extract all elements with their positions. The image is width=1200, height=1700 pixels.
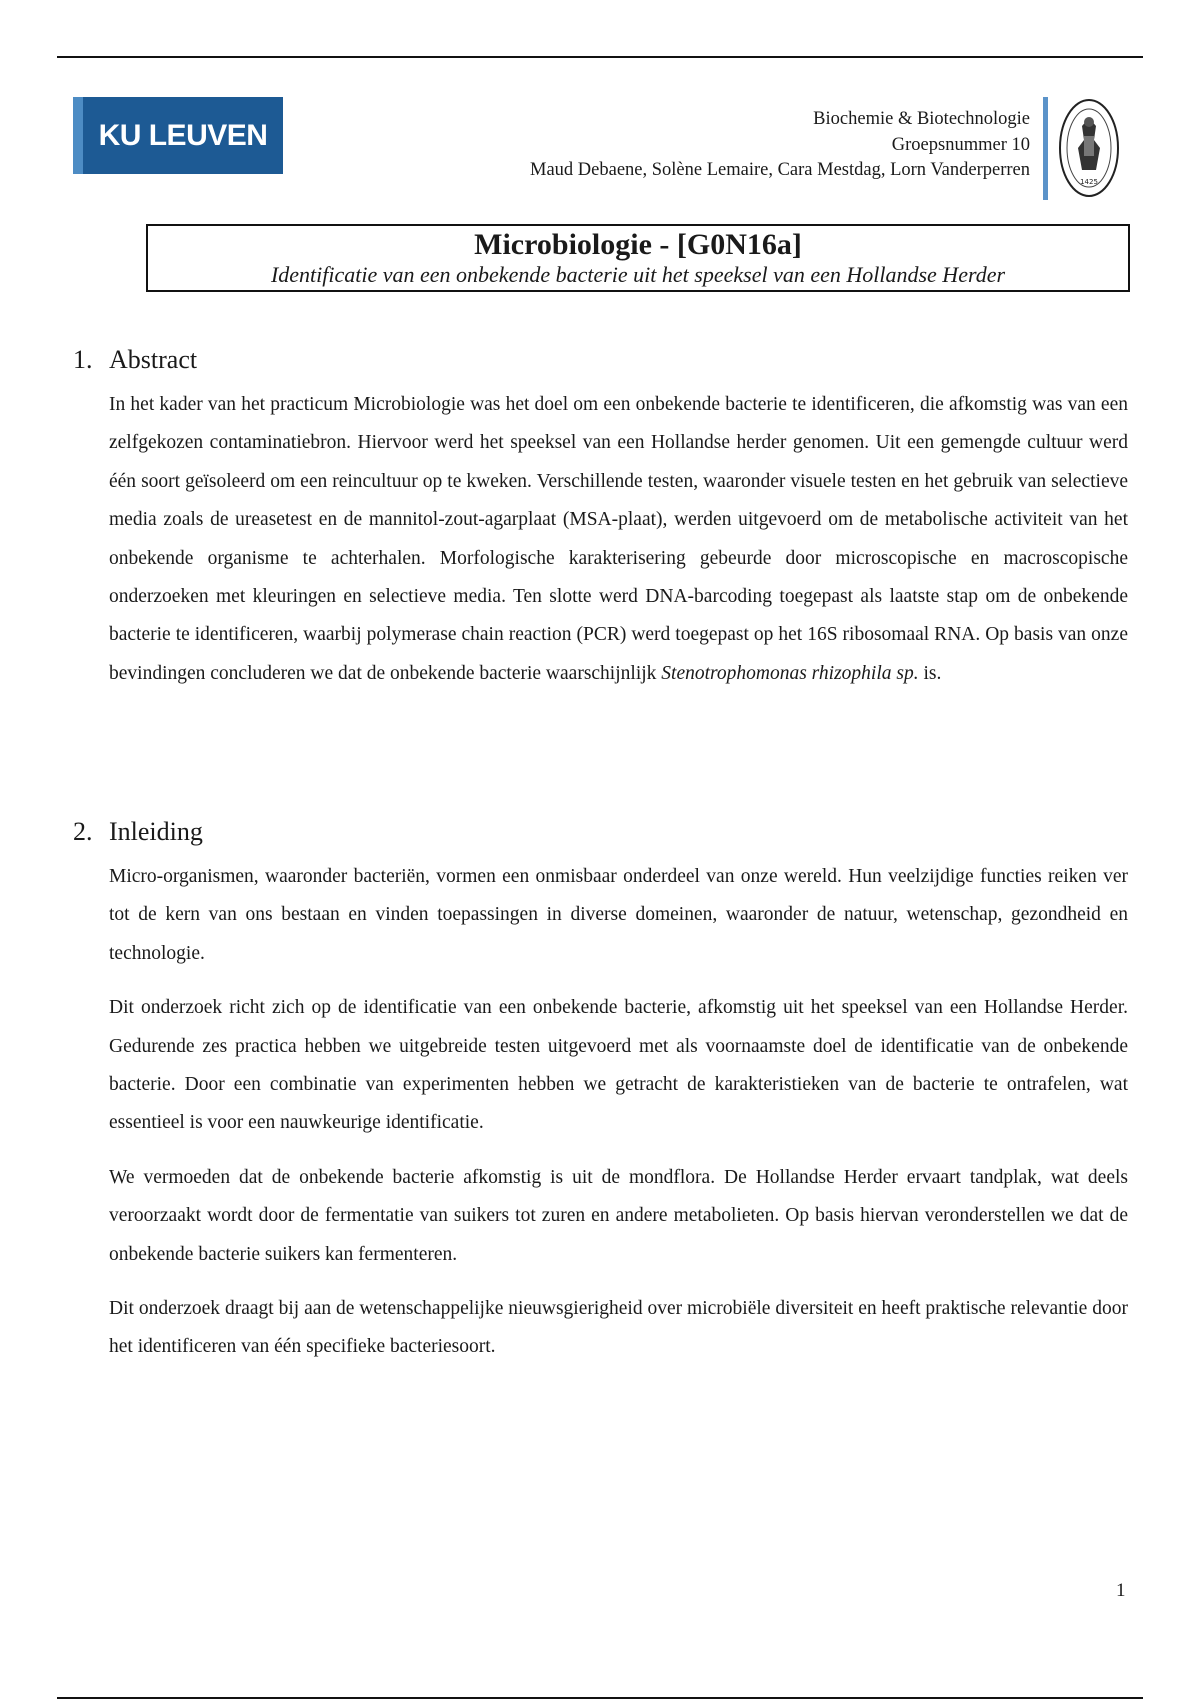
top-rule bbox=[57, 56, 1143, 58]
title-box bbox=[146, 224, 1130, 292]
header-accent-bar bbox=[1043, 97, 1048, 200]
ku-leuven-logo bbox=[73, 97, 283, 174]
paragraph: We vermoeden dat de onbekende bacterie afkomstig is uit de mondflora. De Hollandse Herder ervaart tandplak, wat deels veroorzaakt wordt door de fermentatie van suikers tot zuren en andere metabolieten. Op basis hiervan veronderstellen we dat de onbekende bacterie suikers kan fermenteren. bbox=[109, 1166, 1128, 1265]
inleiding-body bbox=[109, 858, 1128, 1383]
logo-text: KU LEUVEN bbox=[98, 118, 268, 152]
paragraph: Dit onderzoek richt zich op de identificatie van een onbekende bacterie, afkomstig uit het speeksel van een Hollandse Herder. Gedurende zes practica hebben we uitgebreide testen uitgevoerd met als voornaamste doel de identificatie van de onbekende bacterie. Door een combinatie van experimenten hebben we getracht de karakteristieken van de bacterie te ontrafelen, wat essentieel is voor een nauwkeurige identificatie. bbox=[109, 997, 1128, 1134]
section-heading-abstract bbox=[73, 345, 197, 375]
section-number: 1. bbox=[73, 345, 93, 374]
section-heading-inleiding bbox=[73, 817, 203, 847]
bottom-rule bbox=[57, 1697, 1143, 1699]
department-line: Biochemie & Biotechnologie bbox=[813, 109, 1030, 129]
seal-year: 1425 bbox=[1080, 178, 1098, 186]
group-number-line: Groepsnummer 10 bbox=[891, 134, 1030, 155]
abstract-paragraph: In het kader van het practicum Microbiologie was het doel om een onbekende bacterie te identificeren, die afkomstig was van een zelfgekozen contaminatiebron. Hiervoor werd het speeksel van een Hollandse herder genomen. Uit een gemengde cultuur werd één soort geïsoleerd om een reincultuur op te kweken. Verschillende testen, waaronder visuele testen en het gebruik van selectieve media zoals de ureasetest en de mannitol-zout-agarplaat (MSA-plaat), werden uitgevoerd om de metabolische activiteit van het onbekende organisme te achterhalen. Morfologische karakterisering gebeurde door microscopische en macroscopische onderzoeken met kleuringen en selectieve media. Ten slotte werd DNA-barcoding toegepast als laatste stap om de onbekende bacterie te identificeren, waarbij polymerase chain reaction (PCR) werd toegepast op het 16S ribosomaal RNA. Op basis van onze bevindingen concluderen we dat de onbekende bacterie waarschijnlijk Stenotrophomonas rhizophila sp. is. bbox=[109, 394, 1128, 684]
paragraph: Dit onderzoek draagt bij aan de wetenschappelijke nieuwsgierigheid over microbiële diversiteit en heeft praktische relevantie door het identificeren van één specifieke bacteriesoort. bbox=[109, 1298, 1128, 1358]
header-info bbox=[530, 107, 1030, 184]
paragraph: Micro-organismen, waaronder bacteriën, vormen een onmisbaar onderdeel van onze wereld. Hun veelzijdige functies reiken ver tot de kern van ons bestaan en vinden toepassingen in diverse domeinen, waaronder de natuur, wetenschap, gezondheid en technologie. bbox=[109, 866, 1128, 964]
page-number: 1 bbox=[1116, 1580, 1126, 1601]
species-name: Stenotrophomonas rhizophila sp. bbox=[661, 662, 919, 684]
section-title: Abstract bbox=[109, 345, 198, 374]
authors-line: Maud Debaene, Solène Lemaire, Cara Mestdag, Lorn Vanderperren bbox=[530, 160, 1030, 180]
document-subtitle: Identificatie van een onbekende bacterie uit het speeksel van een Hollandse Herder bbox=[270, 262, 1006, 287]
abstract-body bbox=[109, 386, 1128, 709]
section-title: Inleiding bbox=[109, 817, 203, 846]
university-seal-icon bbox=[1056, 96, 1122, 201]
section-number: 2. bbox=[73, 817, 93, 846]
document-title: Microbiologie - [G0N16a] bbox=[474, 228, 802, 261]
